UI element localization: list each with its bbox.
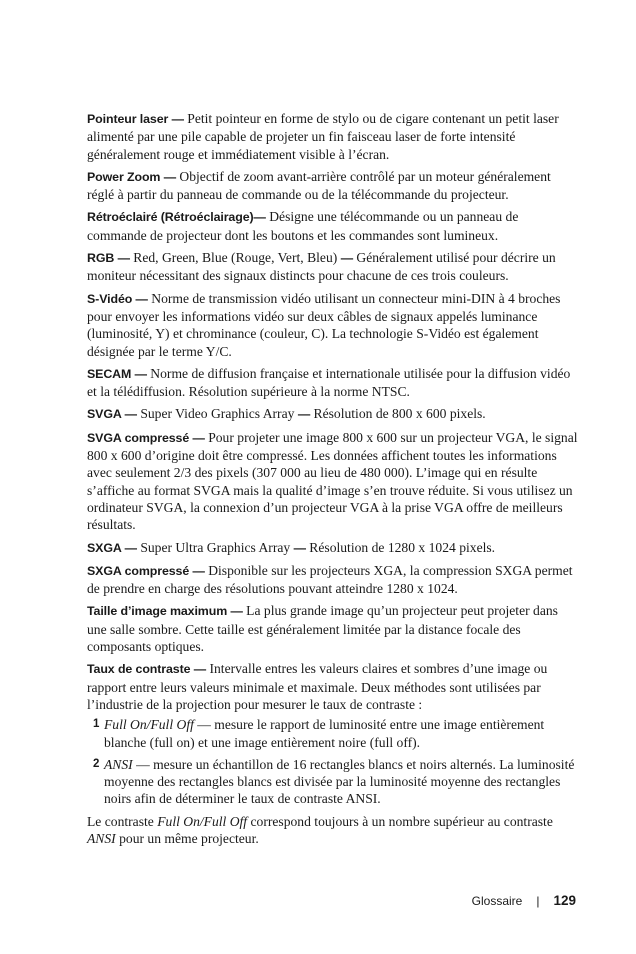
glossary-term: SVGA compressé [87, 430, 190, 445]
glossary-entry-sxga [87, 539, 579, 557]
glossary-definition-extra: Résolution de 800 x 600 pixels. [313, 406, 486, 422]
glossary-definition: La plus grande image qu’un projecteur peut projeter dans une salle sombre. Cette taille est généralement limitée par la distance focale des composants optiques. [87, 603, 558, 655]
definition-dash: — [340, 251, 353, 266]
glossary-term: S-Vidéo [87, 291, 133, 306]
term-dash: — [230, 604, 243, 619]
glossary-definition: Désigne une télécommande ou un panneau de commande de projecteur dont les boutons et les commandes sont lumineux. [87, 209, 519, 243]
method-description: — mesure le rapport de luminosité entre une image entièrement blanche (full on) et une image entièrement noire (full off). [104, 717, 545, 750]
glossary-term: SXGA compressé [87, 563, 190, 578]
closing-text: Le contraste [87, 813, 154, 829]
term-dash: — [124, 540, 137, 555]
glossary-content [87, 110, 579, 852]
glossary-entry-s-video [87, 290, 579, 360]
term-dash: — [124, 407, 137, 422]
glossary-term: Power Zoom [87, 169, 161, 184]
term-dash: — [134, 366, 147, 381]
glossary-entry-secam [87, 365, 579, 401]
glossary-definition: Pour projeter une image 800 x 600 sur un projecteur VGA, le signal 800 x 600 d’origine doit être compressé. Les données affichent toutes les informations avec seulement 2/3 des pixels (307 000 au lieu de 480 000). L’image qui en résulte s’affiche au format SVGA mais la qualité d’image s’en trouve réduite. Si vous utilisez un ordinateur SVGA, la connexion d’un projecteur VGA à la prise VGA offre de meilleurs résultats. [87, 429, 578, 533]
method-name: ANSI [104, 756, 133, 772]
glossary-definition-extra: Résolution de 1280 x 1024 pixels. [309, 539, 496, 555]
glossary-definition-extra: Généralement utilisé pour décrire un moniteur nécessitant des signaux distincts pour chacune de ces trois couleurs. [87, 250, 556, 284]
glossary-term: SXGA [87, 540, 122, 555]
closing-text: pour un même projecteur. [119, 830, 259, 846]
definition-dash: — [293, 540, 306, 555]
glossary-term: Taille d’image maximum [87, 604, 228, 619]
term-dash: — [192, 430, 205, 445]
glossary-entry-power-zoom [87, 168, 579, 204]
page-footer [472, 893, 576, 908]
glossary-definition: Super Video Graphics Array [140, 406, 295, 422]
list-item [87, 716, 579, 751]
term-dash: — [253, 210, 266, 225]
glossary-definition: Disponible sur les projecteurs XGA, la compression SXGA permet de prendre en charge des résolutions pouvant atteindre 1280 x 1024. [87, 562, 573, 597]
term-dash: — [171, 112, 184, 126]
glossary-definition: Super Ultra Graphics Array [140, 539, 291, 555]
glossary-entry-svga-compresse [87, 429, 579, 534]
glossary-entry-taille-image-maximum [87, 602, 579, 655]
closing-italic: ANSI [87, 830, 116, 846]
footer-separator: | [536, 893, 540, 908]
term-dash: — [163, 169, 176, 184]
term-dash: — [192, 563, 205, 578]
glossary-entry-rgb [87, 249, 579, 285]
glossary-definition: Petit pointeur en forme de stylo ou de cigare contenant un petit laser alimenté par une pile capable de projeter un fin faisceau laser de forte intensité généralement rouge et immédiatement visible à l’écran. [87, 111, 559, 162]
glossary-definition: Norme de diffusion française et internationale utilisée pour la diffusion vidéo et la télédiffusion. Résolution supérieure à la norme NTSC. [87, 365, 571, 400]
term-dash: — [193, 662, 207, 677]
list-number: 1 [93, 718, 100, 731]
glossary-definition: Norme de transmission vidéo utilisant un connecteur mini-DIN à 4 broches pour envoyer les informations vidéo sur deux câbles de signaux appelés luminance (luminosité, Y) et chrominance (couleur, C). La technologie S-Vidéo est également désignée par le terme Y/C. [87, 290, 561, 359]
term-dash: — [135, 291, 148, 306]
glossary-term: Rétroéclairé (Rétroéclairage) [87, 210, 254, 225]
definition-dash: — [297, 407, 311, 422]
method-name: Full On/Full Off [104, 717, 194, 733]
closing-text: correspond toujours à un nombre supérieur au contraste [250, 813, 553, 829]
glossary-entry-svga [87, 405, 579, 423]
list-item [87, 756, 579, 808]
glossary-entry-retroeclaire [87, 208, 579, 244]
glossary-term: SECAM [87, 366, 132, 381]
glossary-definition: Objectif de zoom avant-arrière contrôlé par un moteur généralement réglé à partir du panneau de commande ou de la télécommande du projecteur. [87, 168, 551, 203]
glossary-term: Pointeur laser [87, 112, 169, 126]
method-description: — mesure un échantillon de 16 rectangles blancs et noirs alternés. La luminosité moyenne des rectangles blancs est divisée par la luminosité moyenne des rectangles noirs afin de déterminer le taux de contraste ANSI. [104, 756, 575, 807]
glossary-entry-pointeur-laser [87, 110, 579, 163]
glossary-term: Taux de contraste [87, 662, 191, 677]
closing-italic: Full On/Full Off [157, 813, 248, 829]
footer-section-title: Glossaire [471, 893, 523, 908]
glossary-definition: Intervalle entres les valeurs claires et sombres d’une image ou rapport entre leurs valeurs minimale et maximale. Deux méthodes sont utilisées par l’industrie de la projection pour mesurer le taux de contraste : [87, 661, 548, 712]
page-number: 129 [553, 893, 576, 908]
glossary-definition: Red, Green, Blue (Rouge, Vert, Bleu) [133, 250, 338, 266]
glossary-term: SVGA [87, 407, 122, 422]
term-dash: — [117, 251, 130, 266]
glossary-entry-sxga-compresse [87, 562, 579, 598]
closing-paragraph [87, 813, 579, 848]
list-number: 2 [93, 757, 100, 770]
glossary-term: RGB [87, 251, 115, 266]
glossary-entry-taux-de-contraste [87, 660, 579, 713]
contrast-methods-list [87, 716, 579, 807]
